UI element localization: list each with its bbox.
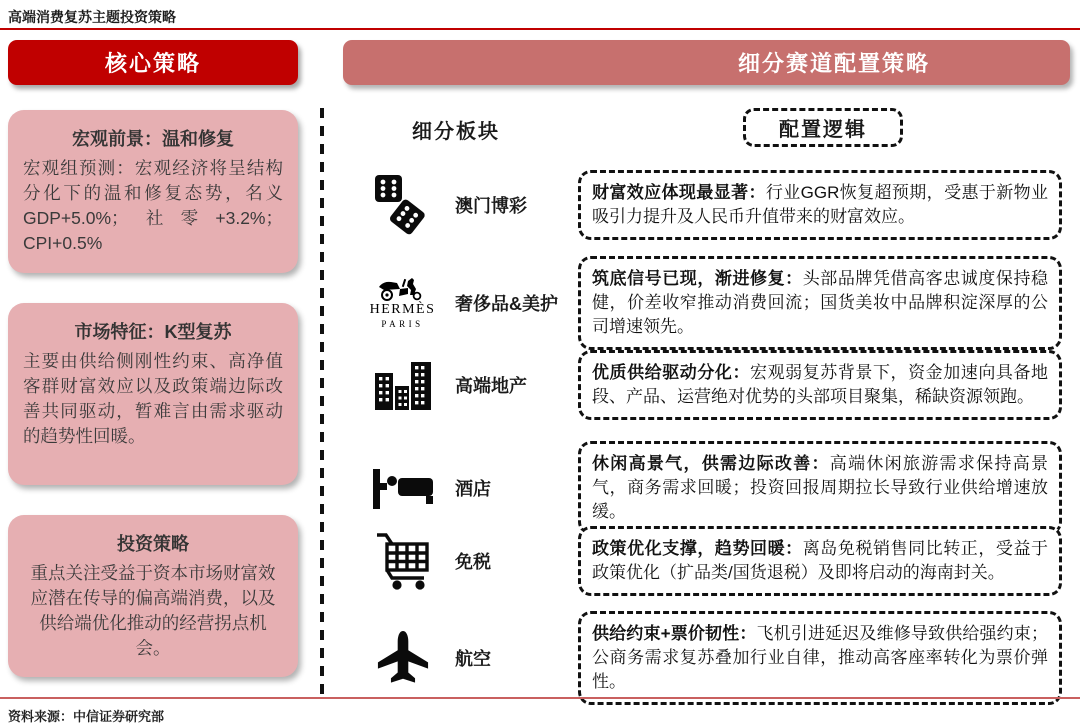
macro-outlook-body: 宏观组预测：宏观经济将呈结构分化下的温和修复态势，名义GDP+5.0%；社零+3.2%；CPI+0.5%	[23, 158, 283, 253]
logic-column-header: 配置逻辑	[743, 108, 903, 147]
logic-lead: 优质供给驱动分化：	[592, 363, 751, 382]
segment-label-luxury-beauty: 奢侈品&美护	[455, 294, 558, 314]
logic-lead: 供给约束+票价韧性：	[592, 624, 757, 643]
title-underline	[0, 28, 1080, 30]
logic-box-macau-gaming	[578, 170, 1062, 240]
logic-body: 头部品牌凭借高客忠诚度保持稳健，价差收窄推动消费回流；国货美妆中品牌积淀深厚的公司增速领先。	[592, 269, 1049, 336]
track-row-aviation	[350, 611, 1062, 705]
investment-strategy-title: 投资策略	[117, 534, 189, 554]
macro-outlook-title: 宏观前景：温和修复	[72, 129, 234, 149]
logic-body: 高端休闲旅游需求保持高景气，商务需求回暖；投资回报周期拉长导致行业供给增速放缓。	[592, 454, 1049, 521]
logic-lead: 筑底信号已现，渐进修复：	[592, 269, 803, 288]
buildings-icon	[350, 360, 455, 410]
logic-box-duty-free	[578, 526, 1062, 596]
logic-box-luxury-beauty	[578, 256, 1062, 350]
logic-lead: 休闲高景气，供需边际改善：	[592, 454, 830, 473]
logic-body: 飞机引进延迟及维修导致供给强约束；公商务需求复苏叠加行业自律，推动高客座率转化为票价弹性。	[592, 624, 1048, 691]
investment-strategy-body: 重点关注受益于资本市场财富效应潜在传导的偏高端消费，以及供给端优化推动的经营拐点机会。	[30, 563, 276, 658]
segment-label-real-estate: 高端地产	[455, 376, 527, 396]
segment-label-hotel: 酒店	[455, 479, 491, 499]
airplane-icon	[350, 629, 455, 687]
segment-label-aviation: 航空	[455, 649, 491, 669]
hermes-wordmark: HERMÈS	[369, 302, 436, 317]
track-row-hotel	[350, 441, 1062, 535]
market-feature-body: 主要由供给侧刚性约束、高净值客群财富效应以及政策端边际改善共同驱动，暂难言由需求驱动的趋势性回暖。	[23, 351, 283, 446]
market-feature-title: 市场特征：K型复苏	[74, 322, 232, 342]
logic-body: 宏观弱复苏背景下，资金加速向具备地段、产品、运营绝对优势的头部项目聚集，稀缺资源领跑。	[592, 363, 1049, 406]
hermes-city: PARIS	[381, 319, 424, 329]
footer-rule	[0, 697, 1080, 699]
segment-column-header: 细分板块	[412, 121, 500, 143]
logic-box-aviation	[578, 611, 1062, 705]
logic-lead: 财富效应体现最显著：	[592, 183, 766, 202]
carriage-icon	[373, 277, 431, 301]
logic-body: 行业GGR恢复超预期，受惠于新物业吸引力提升及人民币升值带来的财富效应。	[592, 183, 1049, 226]
core-strategy-header: 核心策略	[8, 40, 298, 85]
shopping-cart-icon	[350, 530, 455, 592]
logic-box-hotel	[578, 441, 1062, 535]
segment-allocation-header: 细分赛道配置策略	[343, 40, 1070, 85]
source-note: 资料来源：中信证券研究部	[8, 709, 165, 724]
logic-box-real-estate	[578, 350, 1062, 420]
hotel-bed-icon	[350, 467, 455, 509]
track-row-duty-free	[350, 526, 1062, 596]
segment-label-macau-gaming: 澳门博彩	[455, 196, 527, 216]
hermes-logo	[350, 277, 455, 329]
segment-label-duty-free: 免税	[455, 552, 491, 572]
logic-lead: 政策优化支撑，趋势回暖：	[592, 539, 803, 558]
macro-outlook-box	[8, 110, 298, 273]
vertical-dashed-divider	[320, 108, 324, 700]
logic-body: 离岛免税销售同比转正，受益于政策优化（扩品类/国货退税）及即将启动的海南封关。	[592, 539, 1049, 582]
market-feature-box	[8, 303, 298, 485]
track-row-macau-gaming	[350, 170, 1062, 240]
track-row-real-estate	[350, 350, 1062, 420]
track-row-luxury-beauty	[350, 256, 1062, 350]
dice-icon	[350, 172, 455, 238]
page-title: 高端消费复苏主题投资策略	[8, 9, 176, 25]
investment-strategy-box	[8, 515, 298, 677]
